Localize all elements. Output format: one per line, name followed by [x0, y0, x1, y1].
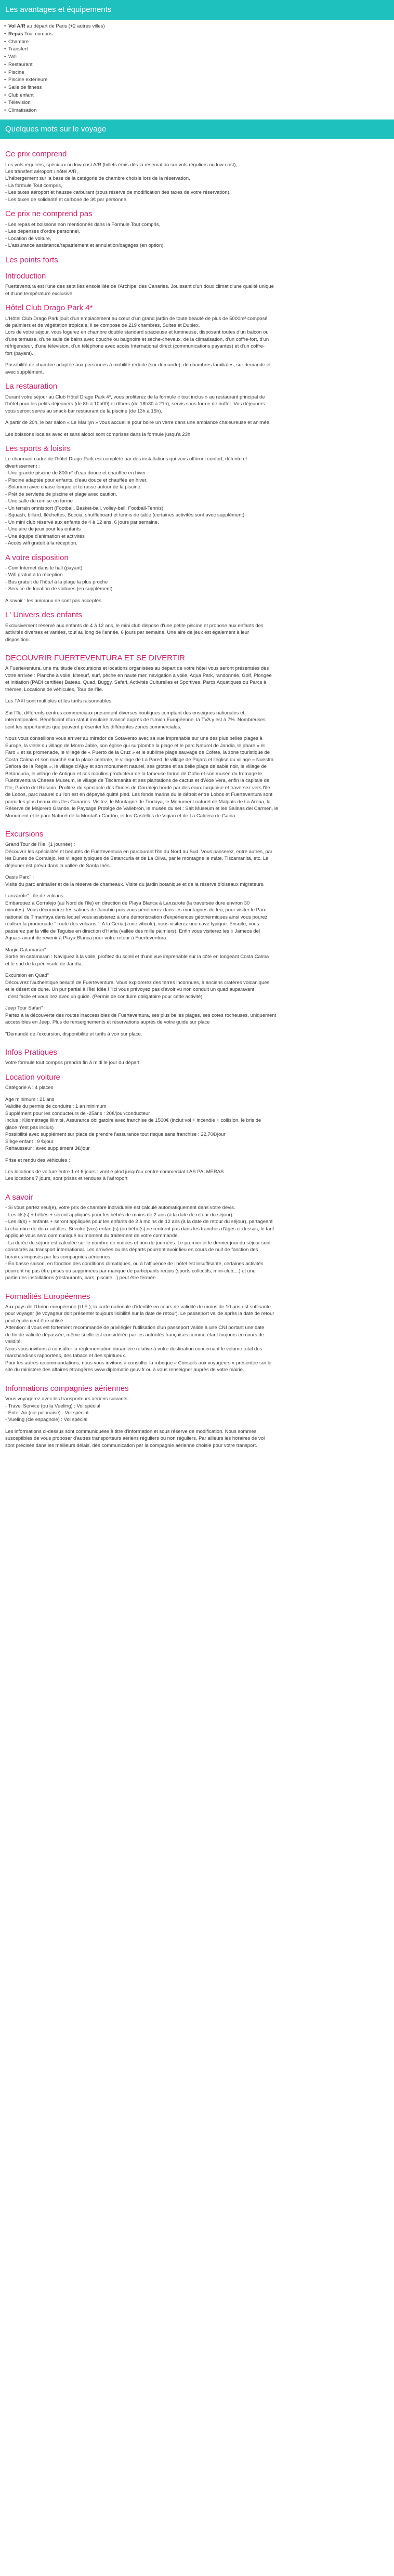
text-line: Réserve de Majorero Grande, le Paysage Protégé de Vallebrón, le musée du sel : Salt Museum et les Salinas del Carmen, le: [5, 806, 279, 812]
section-heading: L' Univers des enfants: [5, 610, 82, 620]
text-line: Magic Catamaran" :: [5, 947, 49, 953]
text-line: pourront ne pas être prises ou supprimées par manque de participants requis (sports collectifs, mini-club,...) et une: [5, 1268, 256, 1274]
section-paragraph: [5, 1204, 389, 1281]
section-paragraph: [5, 893, 389, 941]
info-banner: [0, 119, 394, 139]
text-line: - Solarium avec chaise longue et terrasse autour de la piscine.: [5, 484, 142, 490]
text-line: Grand Tour de l'Île "(1 journée) :: [5, 842, 75, 848]
text-line: disposition.: [5, 636, 30, 643]
text-line: horaires imposés par les compagnies aériennes.: [5, 1254, 112, 1260]
equipments-banner: [0, 0, 394, 20]
text-line: - Service de location de voitures (en supplément): [5, 586, 113, 592]
text-line: fort (payant).: [5, 350, 33, 356]
text-line: - Les taxes aéroport et hausse carburant (sous réserve de modification des taxes de votre réservation),: [5, 190, 231, 196]
section-paragraph: [5, 665, 389, 693]
text-line: Vous voyagerez avec les transporteurs aériens suivants :: [5, 1396, 130, 1402]
text-line: site du ministère des affaires étrangères www.diplomatie.gouv.fr ou à vous renseigner auprès de votre mairie.: [5, 1367, 244, 1373]
section-heading: Introduction: [5, 271, 46, 281]
text-line: Rehausseur : avec supplément 3€/jour: [5, 1146, 90, 1152]
text-line: A savoir : les animaux ne sont pas acceptés.: [5, 597, 103, 604]
text-line: et initiation (PADI certifiée) Bateau, Quad, Buggy, Safari, Activités Culturelles et Sportives, Parcs Aquatiques ou Parcs à: [5, 680, 267, 686]
text-line: Nous vous conseillons vous arriver au mirador de Sotavento avec sa vue imprenable sur une des plus belles plages à: [5, 736, 262, 742]
section-heading: A savoir: [5, 1192, 33, 1202]
text-line: - Si vous partez seul(e), votre prix de chambre individuelle est calculé automatiquement dans votre devis.: [5, 1205, 235, 1211]
text-line: Les informations ci-dessus sont communiquées à titre d'information et sous réserve de modification. Nous sommes: [5, 1428, 257, 1435]
text-line: Attention: Il vous est fortement recommandé de privilégier l'utilisation d'un passeport valide à une CNI portant une date: [5, 1325, 265, 1331]
equipments-title: Les avantages et équipements: [5, 5, 112, 14]
text-line: Les locations de voiture entre 1 et 6 jours : vont é plod jusqu'au centre commercial LAS PALMERAS: [5, 1169, 224, 1175]
text-line: Europe, la vielle du village de Morro Jable, son église qui surplombe la plage et le parc Naturel de Jandia, le phare « el: [5, 742, 265, 749]
section-paragraph: [5, 394, 389, 415]
text-line: de palmiers et de végétation tropicale, il se compose de 219 chambres, Suites et Duplex.: [5, 323, 200, 328]
text-line: - Les repas et boissons non mentionnés dans la Formule Tout compris,: [5, 221, 161, 228]
section-paragraph: [5, 1428, 389, 1449]
text-line: Exclusivement réservé aux enfants de 4 à 12 ans, le mini club dispose d'une petite piscine et propose aux enfants des: [5, 622, 264, 629]
text-line: - Les lits(s) + bébés + seront appliqués pour les bébés de moins de 2 ans (à la date de retour du séjour).: [5, 1212, 234, 1218]
text-line: parmi les plus beaux des îles Canaries. Visitez, le Montagne de Tindaya, le Monument naturel de Malpaís de La Arena, la: [5, 799, 271, 805]
text-line: Embarquez à Corralejo (au Nord de l'île) en direction de Playa Blanca à Lanzarote (la traversée dure environ 30: [5, 900, 250, 906]
section-paragraph: [5, 162, 389, 204]
text-line: Votre formule tout compris prendra fin à midi le jour du départ.: [5, 1060, 141, 1066]
text-line: - Un mini club réservé aux enfants de 4 à 12 ans, 6 jours par semaine.: [5, 519, 159, 525]
text-line: l'île, Puerto del Rosario. Profitez du spectacle des Dunes de Corralejo bordé par des eaux turquoise et traversez vers l'île: [5, 785, 270, 791]
text-line: et le sud de la péninsule de Jandía.: [5, 961, 83, 967]
section-heading: Ce prix ne comprend pas: [5, 209, 93, 219]
text-line: passerez par la ville de Teguise en direction d'Haria (vallée des mille palmiers). Enfin vous visiterez les « Jameos del: [5, 928, 260, 934]
section-paragraph: [5, 221, 389, 249]
text-line: Découvrir les spécialités et beautés de Fuerteventura en parcourant l'île du Nord au Sud. Vous passerez, entre autres, par: [5, 848, 273, 855]
text-line: Les boissons locales avec et sans alcool sont comprises dans la formule jusqu'à 23h.: [5, 431, 192, 437]
text-line: Les TAXI sont multiples et les tarifs raisonnables.: [5, 698, 113, 705]
section-paragraph: [5, 698, 389, 705]
section-paragraph: [5, 622, 389, 643]
text-line: A Fuerteventura, une multitude d'excursions et locations organisées au départ de votre hôtel vous seront présentées dès: [5, 666, 269, 672]
section-paragraph: [5, 283, 389, 297]
section-heading: Excursions: [5, 830, 44, 839]
text-line: Fuerteventura Cheese Museum, le village de Tiscamanita et ses plantations de cactus et d'Aloe Vera, enfin la capitale de: [5, 778, 270, 784]
text-line: votre arrivée : Planche à voile, kitesurf, surf, pêche en haute mer, navigation à voile, Aqua Park, randonnée, Golf, Plongée: [5, 672, 272, 679]
info-title: Quelques mots sur le voyage: [5, 124, 107, 134]
text-line: - Les dépenses d'ordre personnel,: [5, 229, 80, 235]
text-line: - Un terrain omnisport (Football, Basket-ball, volley-ball, Football-Tennis),: [5, 505, 165, 511]
text-line: Partez à la découverte des routes inaccessibles de Fuerteventura, ses plus belles plages, ses cotes rocheuses, uniquement: [5, 1012, 277, 1018]
text-line: Fuerteventura est l'une des sept îles ensoleillée de l'Archipel des Canaries. Jouissant d'un doux climat d'une qualité unique: [5, 284, 274, 290]
text-line: - L'assurance assistance/rapatriement et annulation/bagages (en option).: [5, 243, 165, 249]
text-line: - Une équipe d'animation et activités: [5, 533, 85, 539]
text-line: Sur l'île, différents centres commerciaux présentent diverses boutiques comptant des enseignes nationales et: [5, 710, 245, 716]
section-paragraph: [5, 315, 389, 357]
section-paragraph: [5, 431, 389, 438]
text-line: - La formule Tout compris,: [5, 182, 62, 189]
equipment-item: • Salle de fitness: [4, 84, 394, 92]
text-line: Betancuria, le village de Antigua et ses moulins producteur de la fameuse farine de Gofio et son musée du fromage le: [5, 771, 262, 777]
equipment-item: • Piscine extérieure: [4, 76, 394, 84]
text-line: - Squash, billard, fléchettes, Boccia, shuffleboard et tennis de table (certaines activités sont avec supplément): [5, 512, 245, 519]
text-line: glace n'est pas inclus): [5, 1124, 54, 1131]
text-line: Lanzarote" : île de volcans: [5, 893, 63, 899]
text-line: appliqué vous sera communiqué au moment du traitement de votre commande.: [5, 1233, 179, 1239]
text-line: - Une aire de jeux pour les enfants: [5, 526, 81, 533]
text-line: Siège enfant : 9 €/jour: [5, 1138, 54, 1145]
text-line: - Travel Service (ou la Vueling) : Vol spécial: [5, 1403, 100, 1409]
text-line: pour voyager (le voyageur doit présenter toujours lisibilité sur la date de retour). Le passeport valide après la date de retour: [5, 1311, 274, 1317]
text-line: sont précisés dans les meilleurs délais, dès communication par la compagnie aérienne choisie pour votre transport.: [5, 1442, 257, 1449]
text-line: - La durée du séjour est calculée sur le nombre de nuitées et non de journées. Le premier et le dernier jour du séjour sont: [5, 1240, 271, 1246]
section-paragraph: [5, 362, 389, 376]
text-line: consacrés au transport international. Les arrivées ou les départs pourront avoir lieu en cours de nuit de fonction des: [5, 1247, 258, 1253]
section-heading: Infos Pratiques: [5, 1048, 58, 1057]
text-line: Prise et rendu des véhicules :: [5, 1157, 70, 1163]
equipment-item: • Piscine: [4, 69, 394, 77]
text-line: les Dunes de Corralejo, les villages typiques de Betancuria et de La Oliva, par le montagne le mâte, Tiscamanita, etc. Le: [5, 856, 269, 862]
section-heading: La restauration: [5, 382, 58, 391]
section-paragraph: [5, 419, 389, 426]
text-line: d'une terrasse, d'une salle de bains avec douche ou baignoire et sèche-cheveux, de la climatisation, d'un coffre-fort, d'un: [5, 336, 269, 342]
section-heading: Les sports & loisirs: [5, 444, 71, 454]
text-line: Possibilité avec supplément sur place de prendre l'assurance tout risque sans franchise : 22,70€/jour: [5, 1132, 226, 1138]
text-line: réaliser la promenade " route des volcans ". A la Geria (zone viticole), vous visiterez une cave typique. Ensuite, vous: [5, 921, 259, 927]
text-line: internationales. Bénéficiant d'un statut insulaire avancé auprès de l'Union Européenne, la TVA y est à 7%. Nombreuses: [5, 717, 266, 723]
section-paragraph: [5, 1059, 389, 1066]
text-line: l'hôtel pour les petits déjeuners (de 8h à 10h00) et dîners (de 18h30 à 21h), servis sous forme de buffet. Vos déjeuners: [5, 401, 265, 407]
text-line: Les transfert aéroport / hôtel A/R,: [5, 169, 78, 175]
text-line: Jeep Tour Safari" :: [5, 1005, 46, 1012]
text-line: Sortie en catamaran : Naviguez à la voile, profitez du soleil et d'une vue imprenable sur la côte en longeant Costa Calma: [5, 954, 269, 960]
text-line: ; c'est facile et vous irez avec un guide. (Permis de conduire obligatoire pour cette activité): [5, 993, 203, 1000]
trip-details: [0, 139, 394, 1449]
section-paragraph: [5, 597, 389, 604]
text-line: minutes). Vous découvrirez les salines de Janubio puis vous pénètrerez dans les montagnes de feu, pour visiter le Parc: [5, 907, 267, 913]
text-line: Visite du parc animalier et de la réserve de chameaux. Visite du jardin botanique et de la réserve d'oiseaux migrateurs.: [5, 881, 265, 887]
text-line: Nous vous invitons à consulter la réglementation douanière relative à votre destination concernant le volume total des: [5, 1346, 262, 1352]
text-line: partie des installations (restaurants, bars, piscine...) peut être fermée.: [5, 1275, 157, 1281]
equipment-item: • Télévision: [4, 99, 394, 107]
section-paragraph: [5, 1169, 389, 1183]
section-paragraph: [5, 1096, 389, 1152]
section-paragraph: [5, 972, 389, 1000]
text-line: L'Hôtel Club Drago Park jouit d'un emplacement au cœur d'un grand jardin de toute beauté de plus de 5000m² composé: [5, 315, 268, 322]
text-line: de fin de validité dépassée, même si elle est considérée par les autorités françaises comme étant toujours en cours de: [5, 1332, 264, 1338]
section-paragraph: [5, 1157, 389, 1164]
section-heading: Les points forts: [5, 255, 58, 264]
text-line: Les vols réguliers, spéciaux ou low cost A/R (billets émis dès la réservation sur vols réguliers ou low-cost),: [5, 162, 238, 168]
text-line: peut également être utilisé.: [5, 1318, 65, 1324]
text-line: - Coin Internet dans le hall (payant): [5, 565, 83, 571]
text-line: Excursion en Quad": [5, 973, 49, 979]
text-line: Le charmant cadre de l'hôtel Drago Park est complété par des installations qui vous offriront confort, détente et: [5, 456, 247, 462]
text-line: Possibilité de chambre adaptée aux personnes à mobilité réduite (sur demande), de chambres familiales, sur demande et: [5, 362, 271, 368]
text-line: Monument et le parc Naturel de la Montaña Cardón, et los Castellos de Vigian et de La Caldera de Gairia..: [5, 813, 238, 819]
text-line: marchandises rapportées, des tabacs et des spiritueux.: [5, 1353, 126, 1359]
text-line: "Demandé de l'excursion, disponibilité et tarifs à voir sur place.: [5, 1031, 142, 1037]
text-line: - Une grande piscine de 800m² d'eau douce et chauffée en hiver: [5, 470, 146, 476]
text-line: activités diverses et variées, tout au long de l'année, 6 jours par semaine. Une aire de jeux est également à leur: [5, 630, 249, 636]
text-line: Oasis Parc" :: [5, 874, 34, 881]
text-line: Lors de votre séjour, vous logerez en chambre double standard spacieuse et lumineuse, disposant toutes d'un balcon ou: [5, 329, 269, 336]
section-paragraph: [5, 1396, 389, 1424]
text-line: la chambre de deux adultes. Si votre (vos) enfant(s) (ou bébé(s) ne rentrent pas dans les tranches d'âges ci-dessus, le tarif: [5, 1226, 274, 1232]
section-heading: Location voiture: [5, 1072, 60, 1082]
equipments-list-box: [4, 23, 394, 115]
equipments-list: [4, 23, 394, 115]
text-line: - Une salle de remise en forme: [5, 498, 73, 504]
section-paragraph: [5, 456, 389, 547]
section-heading: Hôtel Club Drago Park 4*: [5, 303, 93, 313]
text-line: de Lobos, parc naturel ou l'on est en dépaysé quitté pied. Les fonds marins du le détroit entre Lobos et Fuerteventura sont: [5, 792, 273, 798]
text-line: - Piscine adaptée pour enfants, d'eau douce et chauffée en hiver.: [5, 477, 148, 483]
section-paragraph: [5, 841, 389, 869]
text-line: sont les opportunités que peuvent présenter les différentes zones commerciales.: [5, 724, 181, 730]
text-line: - En basse saison, en fonction des conditions climatiques, ou à l'affluence de l'hôtel est insuffisante, certaines activités: [5, 1261, 264, 1267]
equipment-item: • Repas Tout compris: [4, 31, 394, 38]
text-line: - Wifi gratuit à la réception: [5, 572, 63, 578]
text-line: et d'une température exclusive.: [5, 290, 74, 297]
section-paragraph: [5, 874, 389, 888]
section-paragraph: [5, 565, 389, 593]
text-line: Catégorie A : 4 places: [5, 1085, 54, 1091]
section-paragraph: [5, 1304, 389, 1374]
text-line: A partir de 20h, le bar salon « Le Marilyn » vous accueille pour boire un verre dans une ambiance chaleureuse et animée.: [5, 420, 271, 426]
text-line: Agua » avant de revenir à Playa Blanca pour votre retour à Fuerteventura.: [5, 935, 168, 941]
text-line: Aux pays de l'Union européenne (U.E.), la carte nationale d'identité en cours de validité de moins de 10 ans est suffisante: [5, 1304, 271, 1310]
text-line: national de Timanfaya dans lequel vous assisterez à une démonstration d'expériences géothermiques ainsi vous pourez: [5, 914, 268, 920]
text-line: et le désert de dune. Un pur partial à l'île! Idée ! "Ici vous prévoyez pas d'avoir vu non conduit un quad auparavant: [5, 987, 255, 993]
text-line: - Accès wifi gratuit à la réception.: [5, 540, 77, 547]
text-line: vous seront servis au snack-bar restaurant de la piscine (de 13h à 15h).: [5, 408, 163, 414]
section-paragraph: [5, 735, 389, 819]
text-line: Supplément pour les conducteurs de -25ans : 20€/jour/conducteur: [5, 1110, 150, 1117]
text-line: Validité du permis de conduire : 1 an minimum: [5, 1104, 107, 1110]
equipment-item: • Transfert: [4, 46, 394, 54]
section-paragraph: [5, 1031, 389, 1038]
text-line: validité.: [5, 1339, 22, 1345]
section-heading: Informations compagnies aériennes: [5, 1384, 129, 1393]
text-line: - Vueling (cie espagnole) : Vol spécial: [5, 1417, 88, 1423]
text-line: Señora de la Regla », le village d'Ajuy et son monument naturel, ses grottes et sa belle plage de sable noir, le village de: [5, 764, 267, 770]
text-line: - Location de voiture,: [5, 235, 51, 242]
text-line: susceptibles de vous proposer d'autres transporteurs aériens réguliers ou non réguliers. Par ailleurs les horaires de vol: [5, 1436, 265, 1442]
text-line: accessibles en Jeep. Plus de renseignements et réservations auprès de votre guide sur place: [5, 1019, 210, 1026]
text-line: déjeuner est prévu dans la vallée de Santa Inés.: [5, 862, 111, 869]
equipment-item: • Wifi: [4, 54, 394, 61]
section-heading: Formalités Européennes: [5, 1292, 90, 1301]
text-line: Age minimum : 21 ans: [5, 1096, 55, 1103]
equipment-item: • Vol A/R au départ de Paris (+2 autres villes): [4, 23, 394, 31]
text-line: Inclus : Kilométrage illimité, Assurance obligatoire avec franchise de 1500€ (inclut vol + incendie + collision, le bris de: [5, 1118, 261, 1124]
equipment-item: • Club enfant: [4, 92, 394, 100]
text-line: Durant votre séjour au Club Hôtel Drago Park 4*, vous profiterez de la formule « tout inclus » au restaurant principal de: [5, 394, 265, 400]
section-heading: DECOUVRIR FUERTEVENTURA ET SE DIVERTIR: [5, 654, 185, 663]
text-line: avec supplément.: [5, 369, 44, 375]
text-line: Faro » et sa promenade, le village de « Puerto de la Cruz » et le sublime plage sauvage de Cofete, la zone touristique de: [5, 750, 270, 756]
text-line: L'hébergement sur la base de la catégorie de chambre choisie lors de la réservation,: [5, 176, 190, 182]
text-line: thèmes, Locations de véhicules, Tour de l'île.: [5, 686, 103, 693]
equipment-item: • Climatisation: [4, 107, 394, 115]
text-line: réfrigérateur, d'une télévision, d'un téléphone avec accès International direct (communications payantes) et d'un coffre-: [5, 343, 265, 350]
text-line: Pour les autres recommandations, nous vous invitons à consulter la rubrique « Conseils aux voyageurs » présentée sur le: [5, 1360, 272, 1366]
text-line: - Bus gratuit de l'hôtel à la plage la plus proche: [5, 579, 108, 585]
text-line: - Les lit(s) + enfants + seront appliqués pour les enfants de 2 à moins de 12 ans (à la date de retour du séjour), partageant: [5, 1219, 273, 1225]
section-paragraph: [5, 710, 389, 731]
text-line: - Prêt de serviette de piscine et plage avec caution.: [5, 491, 117, 497]
section-heading: Ce prix comprend: [5, 150, 67, 159]
text-line: - Les taxes de solidarité et carbone de 3€ par personne.: [5, 196, 128, 203]
text-line: divertissement :: [5, 463, 40, 469]
text-line: Les locations 7 jours, sont prises et rendues à l'aéroport: [5, 1176, 128, 1182]
equipment-item: • Restaurant: [4, 61, 394, 69]
section-heading: A votre disposition: [5, 553, 69, 562]
equipment-item: • Chambre: [4, 38, 394, 46]
section-paragraph: [5, 1005, 389, 1026]
text-line: - Enter Air (cie polonaise) : Vol spécial: [5, 1410, 88, 1416]
text-line: Costa Calma et son marché sur la place centrale, le village de La Pared, le village de Pajara et l'église du village « Nuestra: [5, 756, 274, 763]
section-paragraph: [5, 947, 389, 967]
text-line: Découvrez l'authentique beauté de Fuerteventura. Vous explorerez des terres inconnues, à anciens cratères volcaniques: [5, 979, 270, 986]
section-paragraph: [5, 1084, 389, 1091]
